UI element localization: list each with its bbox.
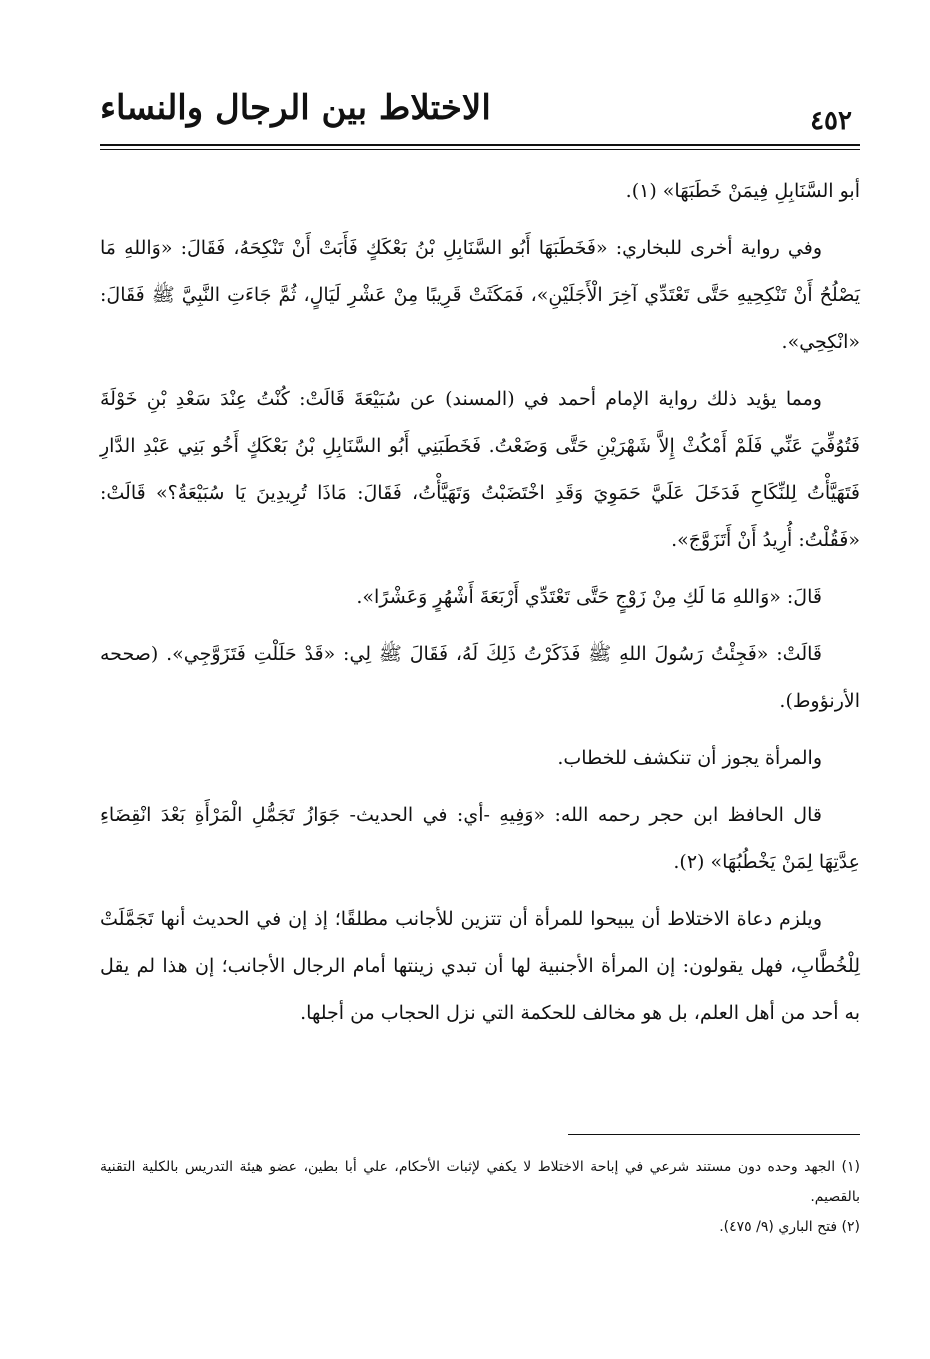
footnote-1: (١) الجهد وحده دون مستند شرعي في إباحة الاختلاط لا يكفي لإثبات الأحكام، علي أبا بطين، عضو هيئة التدريس بالكلية التقنية بالقصيم. (100, 1159, 860, 1205)
body-text (100, 168, 860, 1047)
footnotes (100, 1152, 860, 1242)
paragraph-3: ومما يؤيد ذلك رواية الإمام أحمد في (المسند) عن سُبَيْعَةَ قَالَتْ: كُنْتُ عِنْدَ سَعْدِ بْنِ خَوْلَةَ فَتُوُفِّيَ عَنِّي فَلَمْ أَمْكُثْ إِلاَّ شَهْرَيْنِ حَتَّى وَضَعْتُ. فَخَطَبَنِي أَبُو السَّنَابِلِ بْنُ بَعْكَكٍ أَخُو بَنِي عَبْدِ الدَّارِ فَتَهَيَّأْتُ لِلنِّكَاحِ فَدَخَلَ عَلَيَّ حَمَوِيَ وَقَدِ اخْتَضَبْتُ وَتَهَيَّأْتُ، فَقَالَ: مَاذَا تُرِيدِينَ يَا سُبَيْعَةُ؟» قَالَتْ: «فَقُلْتُ: أُرِيدُ أَنْ أَتَزَوَّجَ». (100, 388, 860, 551)
paragraph-6: والمرأة يجوز أن تنكشف للخطاب. (557, 747, 822, 769)
paragraph-8: ويلزم دعاة الاختلاط أن يبيحوا للمرأة أن تتزين للأجانب مطلقًا؛ إذ إن في الحديث أنها تَجَمَّلَتْ لِلْخُطَّابِ، فهل يقولون: إن المرأة الأجنبية لها أن تبدي زينتها أمام الرجال الأجانب؛ إن هذا لم يقل به أحد من أهل العلم، بل هو مخالف للحكمة التي نزل الحجاب من أجلها. (100, 908, 860, 1024)
page-header (100, 88, 860, 158)
footnote-2: (٢) فتح الباري (٩/ ٤٧٥). (719, 1219, 860, 1235)
running-title: الاختلاط بين الرجال والنساء (100, 88, 491, 128)
page-number: ٤٥٢ (810, 106, 852, 136)
paragraph-2: وفي رواية أخرى للبخاري: «فَخَطَبَهَا أَبُو السَّنَابِلِ بْنُ بَعْكَكٍ فَأَبَتْ أَنْ تَنْكِحَهُ، فَقَالَ: «وَاللهِ مَا يَصْلُحُ أَنْ تَنْكِحِيهِ حَتَّى تَعْتَدِّي آخِرَ الْأَجَلَيْنِ»، فَمَكَثَتْ قَرِيبًا مِنْ عَشْرِ لَيَالٍ، ثُمَّ جَاءَتِ النَّبِيَّ ﷺ فَقَالَ: «انْكِحِي». (100, 237, 860, 353)
paragraph-5: قَالَتْ: «فَجِئْتُ رَسُولَ اللهِ ﷺ فَذَكَرْتُ ذَلِكَ لَهُ، فَقَالَ ﷺ لِي: «قَدْ حَلَلْتِ فَتَزَوَّجِي». (صححه الأرنؤوط). (100, 643, 860, 712)
footnote-separator (568, 1134, 860, 1135)
header-rule (100, 144, 860, 146)
paragraph-1: أبو السَّنَابِلِ فِيمَنْ خَطَبَهَا» (١). (625, 180, 860, 202)
paragraph-7: قال الحافظ ابن حجر رحمه الله: «وَفِيهِ -أي: في الحديث- جَوَازُ تَجَمُّلِ الْمَرْأَةِ بَعْدَ انْقِضَاءِ عِدَّتِهَا لِمَنْ يَخْطُبُهَا» (٢). (100, 804, 860, 873)
paragraph-4: قَالَ: «وَاللهِ مَا لَكِ مِنْ زَوْجٍ حَتَّى تَعْتَدِّي أَرْبَعَةَ أَشْهُرٍ وَعَشْرًا». (356, 586, 822, 608)
header-rule-thin (100, 149, 860, 150)
